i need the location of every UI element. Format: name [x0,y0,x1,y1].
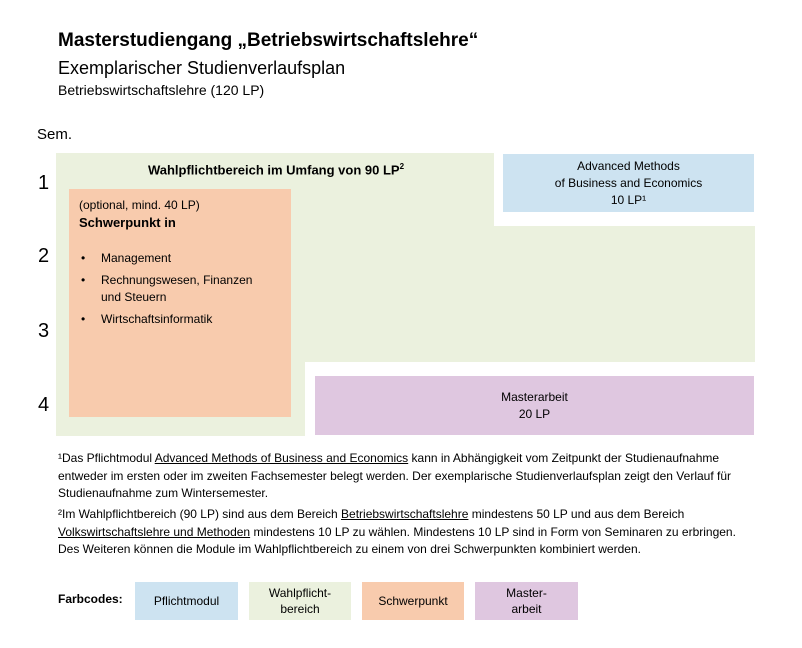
masterarbeit-title: Masterarbeit [501,390,568,404]
legend-masterarbeit: Master- arbeit [475,582,578,620]
schwerpunkt-item: • Rechnungswesen, Finanzen und Steuern [79,272,271,306]
schwerpunkt-item: • Management [79,250,281,267]
semester-label: Sem. [37,126,73,143]
advanced-methods-module [503,154,754,212]
legend-pflichtmodul: Pflichtmodul [135,582,238,620]
schwerpunkt-note: (optional, mind. 40 LP) [79,198,200,212]
semester-number: 1 [38,172,50,194]
page-subtitle: Exemplarischer Studienverlaufsplan [58,58,346,78]
masterarbeit-module [315,376,754,435]
schwerpunkt-item: • Wirtschaftsinformatik [79,311,281,328]
page-title: Masterstudiengang „Betriebswirtschaftslehre“ [58,30,479,51]
advanced-methods-credits: 10 LP¹ [610,193,647,207]
schwerpunkt-block [69,189,291,417]
semester-number: 3 [38,320,50,342]
footnote-1: ¹Das Pflichtmodul Advanced Methods of Business and Economics kann in Abhängigkeit vom Zeitpunkt der Studienaufnahme entweder im ersten oder im zweiten Fachsemester belegt werden. Der exemplarische Studienverlaufsplan zeigt den Verlauf für Studienaufnahme zum Wintersemester. [58,451,732,500]
schwerpunkt-heading: Schwerpunkt in [79,215,176,230]
legend-schwerpunkt: Schwerpunkt [362,582,464,620]
schwerpunkt-list [79,250,281,328]
masterarbeit-credits: 20 LP [518,407,551,421]
legend-label: Farbcodes: [58,592,123,606]
footnote-2: ²Im Wahlpflichtbereich (90 LP) sind aus dem Bereich Betriebswirtschaftslehre mindestens 50 LP und aus dem Bereich Volkswirtschaftslehre und Methoden mindestens 10 LP zu wählen. Mindestens 10 LP sind in Form von Seminaren zu erbringen. Des Weiteren können die Module im Wahlpflichtbereich zu einem von drei Schwerpunkten kombiniert werden. [58,507,736,556]
semester-number: 2 [38,245,50,267]
advanced-methods-line2: of Business and Economics [554,176,703,190]
wahlpflicht-title: Wahlpflichtbereich im Umfang von 90 $LP^2$ [147,162,405,178]
legend-wahlpflichtbereich: Wahlpflicht- bereich [249,582,351,620]
program-line: Betriebswirtschaftslehre (120 LP) [58,82,265,98]
semester-number: 4 [38,394,50,416]
advanced-methods-line1: Advanced Methods [577,159,680,173]
